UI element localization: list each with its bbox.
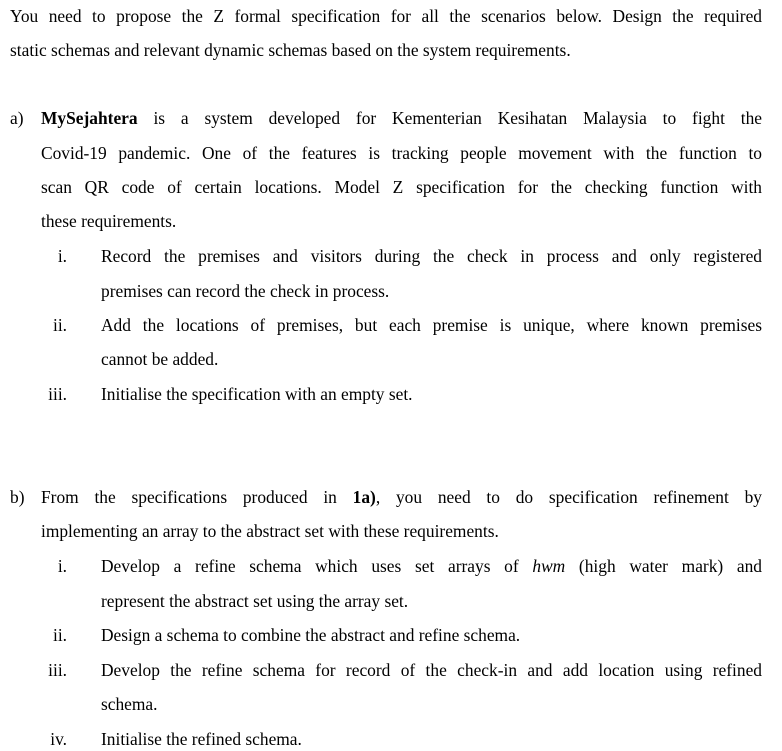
part-b-item-3-line-1: Develop the refine schema for record of the check-in and add location using refined [101,660,762,680]
part-b-line-2: implementing an array to the abstract set with these requirements. [41,521,499,541]
part-a-line-1-rest: is a system developed for Kementerian Kesihatan Malaysia to fight the [137,108,762,128]
intro-line-1: You need to propose the Z formal specification for all the scenarios below. Design the required [10,6,762,26]
part-a-item-2-line-1: Add the locations of premises, but each premise is unique, where known premises [101,315,762,335]
part-b-item-2-line-1: Design a schema to combine the abstract and refine schema. [101,625,521,645]
part-a-item-3-numeral: iii. [48,384,67,404]
part-b-item-1-rest: (high water mark) and [565,556,762,576]
part-b-item-4-line-1: Initialise the refined schema. [101,729,302,749]
part-a-line-2: Covid-19 pandemic. One of the features is tracking people movement with the function to [41,143,762,163]
hwm-term: hwm [532,556,566,576]
part-b-item-1-line-2: represent the abstract set using the array set. [101,591,409,611]
part-a-item-1-line-2: premises can record the check in process. [101,281,390,301]
part-b-item-1-line-1 [101,556,762,576]
part-b-ref: 1a) [352,487,376,507]
part-a-item-1-line-1: Record the premises and visitors during the check in process and only registered [101,246,762,266]
part-b-item-3-numeral: iii. [48,660,67,680]
part-b-label: b) [10,487,25,507]
part-a-label: a) [10,108,24,128]
part-b-line-1-start: From the specifications produced in [41,487,353,507]
part-b-item-4-numeral: iv. [50,729,67,749]
mysejahtera-term: MySejahtera [41,108,138,128]
part-a-item-2-numeral: ii. [52,315,67,335]
part-a-line-3: scan QR code of certain locations. Model Z specification for the checking function with [41,177,762,197]
part-b-item-1-start: Develop a refine schema which uses set arrays of [101,556,533,576]
part-a-item-1-numeral: i. [57,246,67,266]
part-b-line-1-rest: , you need to do specification refinement by [375,487,762,507]
part-a-line-1 [41,108,762,128]
part-b-item-3-line-2: schema. [101,694,158,714]
intro-line-2: static schemas and relevant dynamic schemas based on the system requirements. [10,40,571,60]
part-a-item-2-line-2: cannot be added. [101,349,219,369]
part-b-item-2-numeral: ii. [52,625,67,645]
part-b-line-1 [41,487,762,507]
part-b-item-1-numeral: i. [57,556,67,576]
part-a-line-4: these requirements. [41,211,177,231]
part-a-item-3-line-1: Initialise the specification with an empty set. [101,384,413,404]
